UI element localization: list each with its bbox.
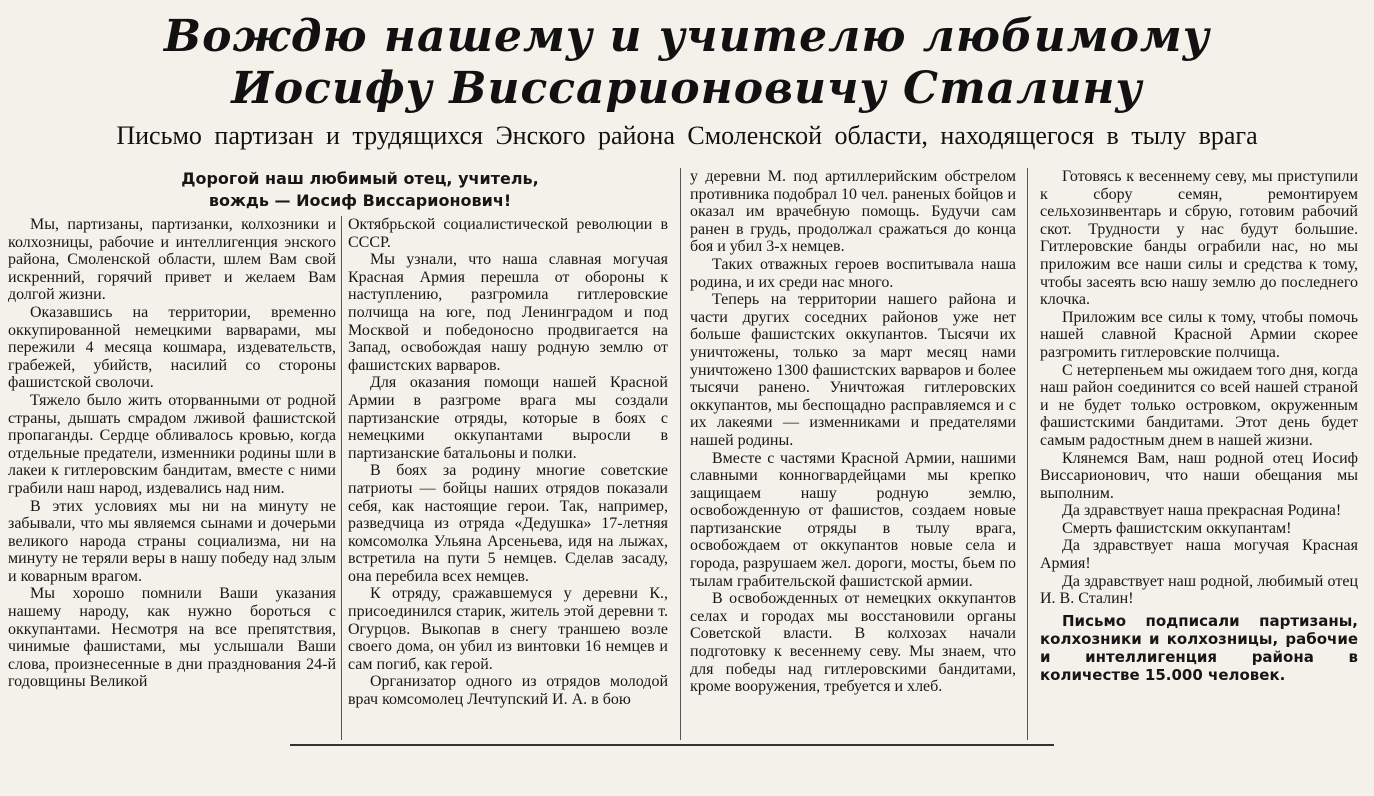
headline-line-2: Иосифу Виссарионовичу Сталину <box>231 63 1143 114</box>
paragraph: Приложим все силы к тому, чтобы помочь нашей славной Красной Армии скорее разгромить гитлеровские полчища. <box>1040 308 1358 361</box>
greeting-line-1: Дорогой наш любимый отец, учитель, <box>181 169 539 188</box>
paragraph: В боях за родину многие советские патриоты — бойцы наших отрядов показали себя, как настоящие герои. Так, например, разведчица из отряда «Дедушка» 17-летняя комсомолка Ульяна Арсеньева, идя на лыжах, встретила на пути 5 немцев. Сделав засаду, она перебила всех немцев. <box>348 462 668 585</box>
paragraph: Теперь на территории нашего района и части других соседних районов уже нет больше фашистских оккупантов. Тысячи их уничтожены, только за март месяц нами уничтожено 1300 фашистских варваров и более тысячи ранено. Уничтожая гитлеровских оккупантов, мы беспощадно расправляемся и с их лакеями — изменниками и предателями нашей родины. <box>690 291 1016 449</box>
paragraph: у деревни М. под артиллерийским обстрелом противника подобрал 10 чел. раненых бойцов и оказал им врачебную помощь. Будучи сам ранен в грудь, продолжал сражаться до конца боя и убил 3-х немцев. <box>690 168 1016 256</box>
paragraph: Оказавшись на территории, временно оккупированной немецкими варварами, мы пережили 4 месяца кошмара, издевательств, грабежей, убийств, насилий со стороны фашистской сволочи. <box>8 303 336 392</box>
column-divider-2 <box>680 168 681 740</box>
signature-note: Письмо подписали партизаны, колхозники и колхозницы, рабочие и интеллигенция района в количестве 15.000 человек. <box>1040 611 1358 684</box>
paragraph: Мы узнали, что наша славная могучая Красная Армия перешла от обороны к наступлению, разгромила гитлеровские полчища на юге, под Ленинградом и под Москвой и победоносно продвигается на Запад, освобождая нашу родную землю от фашистских варваров. <box>348 251 668 374</box>
paragraph: Октябрьской социалистической революции в СССР. <box>348 216 668 251</box>
paragraph: Да здравствует наша прекрасная Родина! <box>1062 502 1342 520</box>
column-2 <box>348 216 668 796</box>
paragraph: Да здравствует наш родной, любимый отец И. В. Сталин! <box>1040 572 1358 608</box>
headline-line-1: Вождю нашему и учителю любимому <box>163 11 1211 62</box>
paragraph: Мы, партизаны, партизанки, колхозники и колхозницы, рабочие и интеллигенция энского района, Смоленской области, шлем Вам свой искренний, горячий привет и желаем Вам долгой жизни. <box>8 216 336 304</box>
paragraph: Клянемся Вам, наш родной отец Иосиф Виссарионович, что наши обещания мы выполним. <box>1040 449 1358 502</box>
paragraph: Смерть фашистским оккупантам! <box>1062 519 1292 537</box>
paragraph: Мы хорошо помнили Ваши указания нашему народу, как нужно бороться с оккупантами. Несмотря на все препятствия, чинимые фашистами, мы услышали Ваши слова, произнесенные в дни празднования 24-й годовщины Великой <box>8 585 336 691</box>
greeting <box>150 168 570 212</box>
paragraph: Таких отважных героев воспитывала наша родина, и их среди нас много. <box>690 255 1016 291</box>
column-divider-3 <box>1027 168 1028 740</box>
paragraph: В этих условиях мы ни на минуту не забывали, что мы являемся сынами и дочерьми великого народа страны социализма, ни на минуту не теряли веры в нашу победу над злым и коварным врагом. <box>8 497 336 585</box>
paragraph: Тяжело было жить оторванными от родной страны, дышать смрадом лживой фашистской пропаганды. Сердце обливалось кровью, когда отдельные предатели, изменники родины шли в лакеи к гитлеровским бандитам, вместе с ними грабили наш народ, издевались над ним. <box>8 391 336 497</box>
paragraph: С нетерпеньем мы ожидаем того дня, когда наш район соединится со всей нашей страной и не будет только островком, окруженным фашистскими бандитами. Этот день будет самым радостным днем в нашей жизни. <box>1040 361 1358 449</box>
subheadline: Письмо партизан и трудящихся Энского района Смоленской области, находящегося в тылу врага <box>116 121 1258 150</box>
greeting-line-2: вождь — Иосиф Виссарионович! <box>208 191 512 210</box>
bottom-rule <box>290 744 1054 746</box>
paragraph: Готовясь к весеннему севу, мы приступили к сбору семян, ремонтируем сельхозинвентарь и сбрую, готовим рабочий скот. Трудности у нас будут большие. Гитлеровские банды ограбили нас, но мы приложим все наши силы и средства к тому, чтобы засеять всю нашу землю до последнего клочка. <box>1040 168 1358 309</box>
column-divider-1 <box>341 216 342 740</box>
column-4 <box>1040 168 1358 748</box>
paragraph: Организатор одного из отрядов молодой врач комсомолец Лечтупский И. А. в бою <box>348 673 668 709</box>
paragraph: Да здравствует наша могучая Красная Армия! <box>1040 537 1358 573</box>
column-3 <box>690 168 1016 748</box>
paragraph: В освобожденных от немецких оккупантов селах и городах мы восстановили органы Советской власти. В колхозах начали подготовку к весеннему севу. Мы знаем, что для победы над гитлеровскими бандитами, кроме вооружения, требуется и хлеб. <box>690 590 1016 696</box>
paragraph: Вместе с частями Красной Армии, нашими славными конногвардейцами мы крепко защищаем нашу родную землю, освобожденную от фашистов, создаем новые партизанские отряды в тылу врага, освобождаем от оккупантов новые села и города, разрушаем жел. дороги, мосты, бьем по тылам грабительской фашистской армии. <box>690 449 1016 590</box>
paragraph: К отряду, сражавшемуся у деревни К., присоединился старик, житель этой деревни т. Огурцов. Выкопав в снегу траншею возле своего дома, он убил из винтовки 16 немцев и сам погиб, как герой. <box>348 585 668 673</box>
paragraph: Для оказания помощи нашей Красной Армии в разгроме врага мы создали партизанские отряды, которые в боях с немецкими оккупантами выросли в партизанские батальоны и полки. <box>348 374 668 462</box>
column-1 <box>8 216 336 796</box>
